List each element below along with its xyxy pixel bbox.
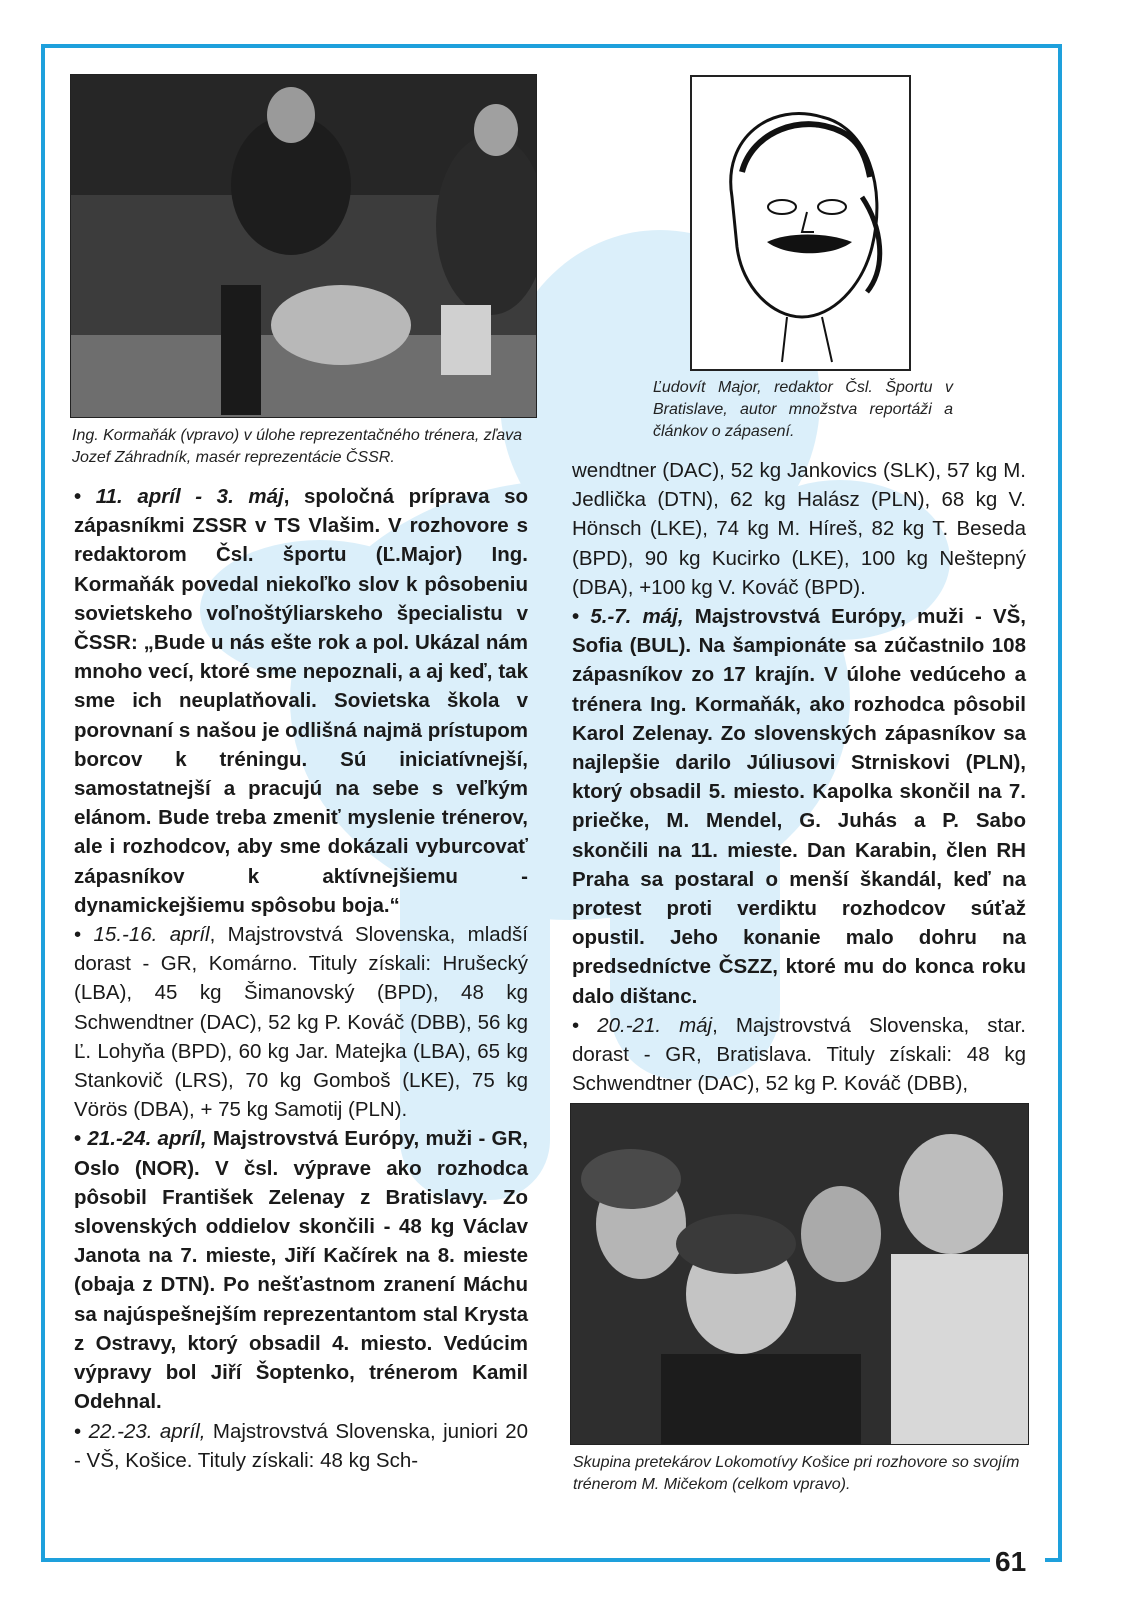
entry-11-april: • 11. apríl - 3. máj, spoločná príprava so zápasníkmi ZSSR v TS Vlašim. V rozhovore s redaktorom Čsl. športu (Ľ.Major) Ing. Kormaňák povedal niekoľko slov k pôsobeniu sovietskeho voľnoštýliarskeho špecialistu v ČSSR: „Bude u nás ešte rok a pol. Ukázal nám mnoho vecí, ktoré sme nepoznali, a aj keď, tak sme ich neuplatňovali. Sovietska škola v porovnaní s našou je odlišná najmä prístupom borcov k tréningu. Sú iniciatívnejší, samostatnejší a pracujú na sebe s veľkým elánom. Bude treba zmeniť myslenie trénerov, ale i rozhodcov, aby sme dokázali vyburcovať zápasníkov k aktívnejšiemu - dynamickejšiemu spôsobu boja.“: [74, 485, 529, 917]
entry-21-april: • 21.-24. apríl, Majstrovstvá Európy, muži - GR, Oslo (NOR). V čsl. výprave ako rozhodca pôsobil František Zelenay z Bratislavy. Zo slovenských oddielov skončili - 48 kg Václav Janota na 7. mieste, Jiří Kačírek na 8. mieste (obaja z DTN). Po nešťastnom zranení Máchu sa najúspešnejším reprezentantom stal Krysta z Ostravy, ktorý obsadil 4. miesto. Vedúcim výpravy bol Jiří Šoptenko, trénerom Kamil Odehnal.: [74, 1127, 528, 1414]
right-column: [572, 456, 1026, 1098]
wrestling-training-photo: [70, 74, 537, 418]
team-group-photo: [570, 1103, 1029, 1445]
photo1-caption: Ing. Kormaňák (vpravo) v úlohe reprezentačného trénera, zľava Jozef Záhradník, masér reprezentácie ČSSR.: [72, 427, 523, 466]
photo2-caption: Skupina pretekárov Lokomotívy Košice pri rozhovore so svojím trénerom M. Mičekom (celkom vpravo).: [573, 1454, 1020, 1493]
caricature-drawing: [690, 75, 911, 371]
entry-continued: wendtner (DAC), 52 kg Jankovics (SLK), 57 kg M. Jedlička (DTN), 62 kg Halász (PLN), 68 kg V. Hönsch (LKE), 74 kg M. Híreš, 82 kg T. Beseda (BPD), 90 kg Kucirko (LKE), 100 kg Neštepný (DBA), +100 kg V. Kováč (BPD).: [572, 459, 1026, 599]
entry-22-april: • 22.-23. apríl, Majstrovstvá Slovenska, juniori 20 - VŠ, Košice. Tituly získali: 48 kg Sch-: [74, 1419, 529, 1472]
page-number: 61: [995, 1546, 1027, 1577]
entry-15-april: • 15.-16. apríl, Majstrovstvá Slovenska, mladší dorast - GR, Komárno. Tituly získali: Hrušecký (LBA), 45 kg Šimanovský (BPD), 48 kg Schwendtner (DAC), 52 kg P. Kováč (DBB), 56 kg Ľ. Lohyňa (BPD), 60 kg Jar. Matejka (LBA), 65 kg Stankovič (LRS), 70 kg Gomboš (LKE), 75 kg Vörös (DBA), + 75 kg Samotij (PLN).: [74, 923, 529, 1122]
left-column: [74, 482, 528, 1475]
entry-5-may: • 5.-7. máj, Majstrovstvá Európy, muži - VŠ, Sofia (BUL). Na šampionáte sa zúčastnilo 108 zápasníkov zo 17 krajín. V úlohe vedúceho a trénera Ing. Kormaňák, ako rozhodca pôsobil Karol Zelenay. Zo slovenských zápasníkov sa najlepšie darilo Júliusovi Strniskovi (PLN), ktorý obsadil 5. miesto. Kapolka skončil na 7. priečke, M. Mendel, G. Juhás a P. Sabo skončili na 11. mieste. Dan Karabin, člen RH Praha sa postaral o menší škandál, keď na protest proti verdiktu rozhodcov súťaž opustil. Jeho konanie malo dohru na predsedníctve ČSZZ, ktoré mu do konca roku dalo dištanc.: [572, 605, 1027, 1008]
caricature-caption: Ľudovít Major, redaktor Čsl. Športu v Bratislave, autor množstva reportáži a článkov o zápasení.: [653, 379, 953, 440]
entry-20-may: • 20.-21. máj, Majstrovstvá Slovenska, star. dorast - GR, Bratislava. Tituly získali: 48 kg Schwendtner (DAC), 52 kg P. Kováč (DBB),: [572, 1013, 1026, 1096]
